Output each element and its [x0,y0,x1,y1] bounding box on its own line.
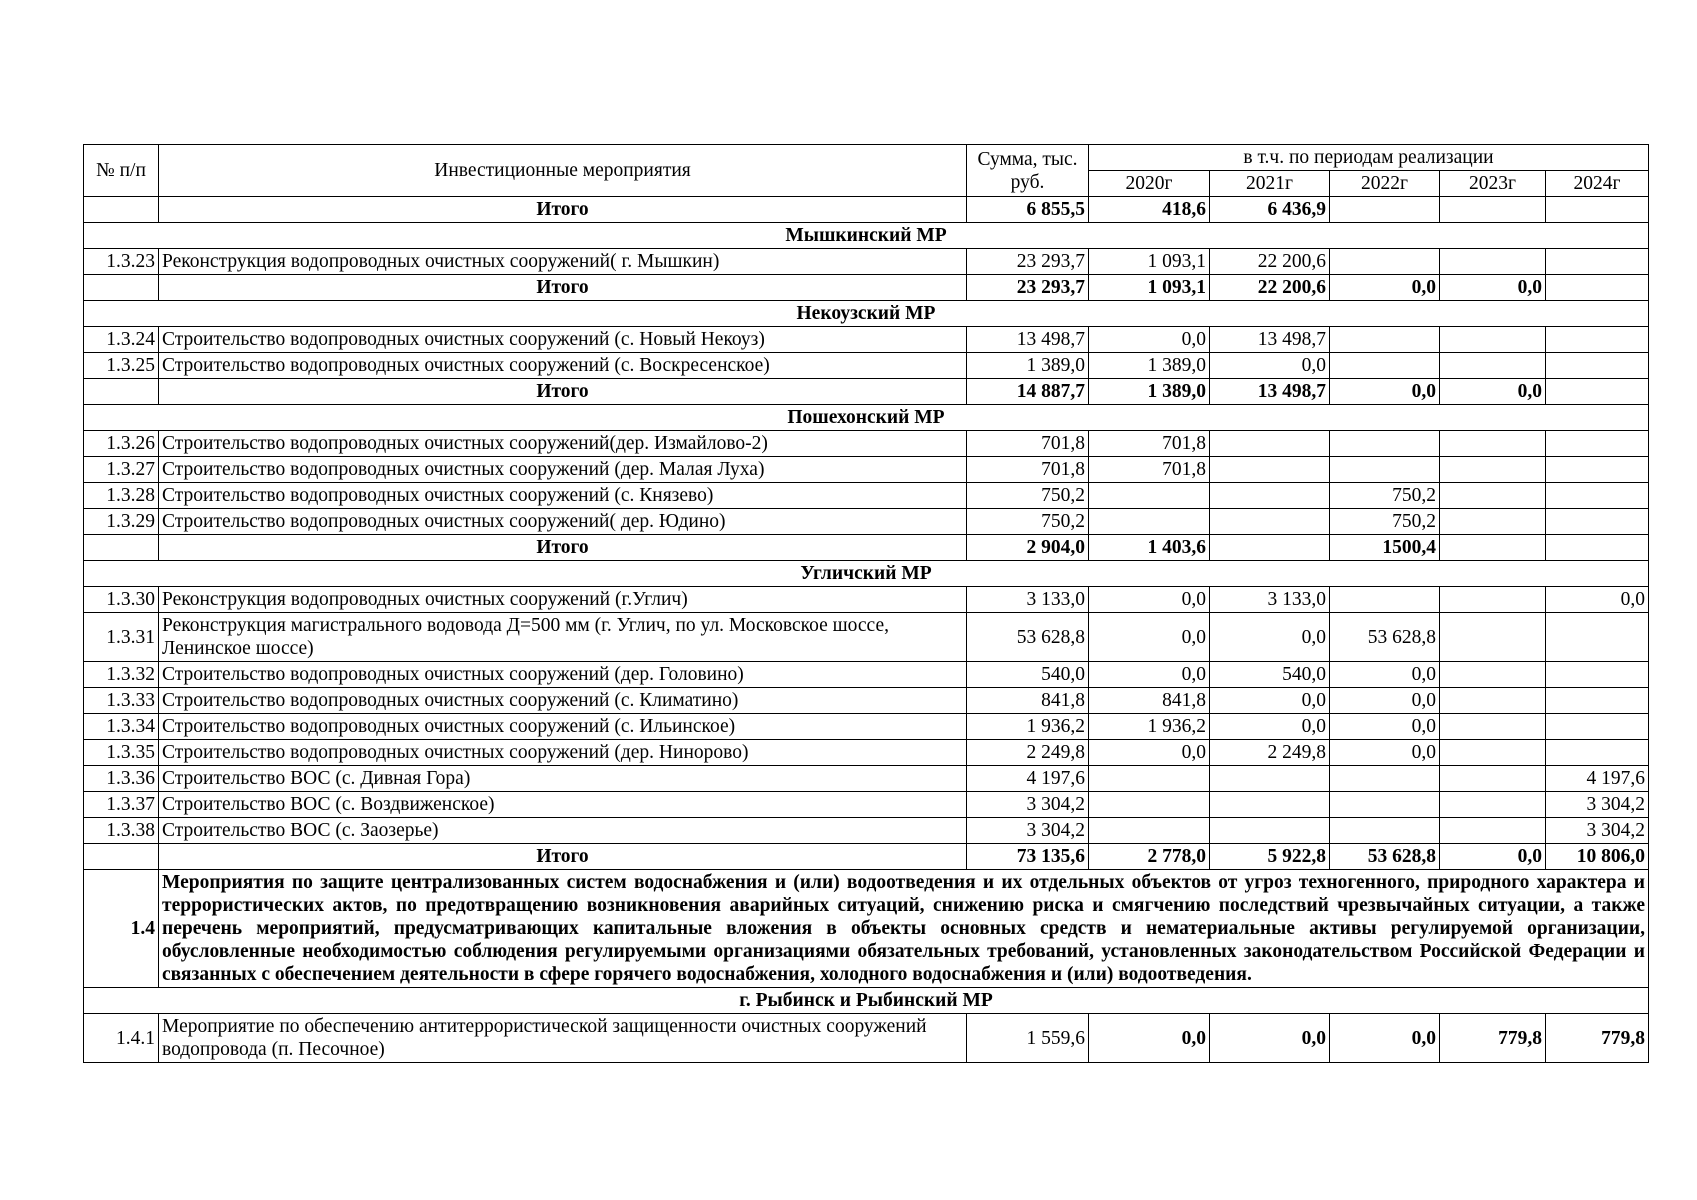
item-name: Реконструкция водопроводных очистных сооружений( г. Мышкин) [159,249,967,275]
year-value-cell: 841,8 [1089,688,1210,714]
sum-cell: 701,8 [967,431,1089,457]
table-row [84,688,1649,714]
region-header-row [84,561,1649,587]
table-row [84,509,1649,535]
row-number: 1.3.31 [84,613,159,662]
year-value-cell [1546,535,1649,561]
sum-cell: 701,8 [967,457,1089,483]
region-header-row [84,988,1649,1014]
table-row [84,327,1649,353]
sum-cell: 540,0 [967,662,1089,688]
year-value-cell: 0,0 [1210,353,1330,379]
table-row [84,587,1649,613]
year-value-cell: 0,0 [1330,662,1440,688]
year-value-cell [1440,613,1546,662]
year-value-cell [1440,353,1546,379]
year-value-cell [1210,457,1330,483]
year-value-cell [1440,249,1546,275]
row-number [84,197,159,223]
year-value-cell: 13 498,7 [1210,379,1330,405]
row-number: 1.3.38 [84,818,159,844]
year-value-cell: 0,0 [1210,1014,1330,1063]
year-value-cell [1210,431,1330,457]
year-value-cell [1330,353,1440,379]
year-value-cell: 701,8 [1089,457,1210,483]
year-value-cell [1546,431,1649,457]
year-value-cell [1546,740,1649,766]
year-value-cell [1210,509,1330,535]
year-value-cell [1440,509,1546,535]
year-value-cell [1546,483,1649,509]
col-header-year: 2024г [1546,171,1649,197]
region-header-row [84,301,1649,327]
year-value-cell: 1 389,0 [1089,353,1210,379]
year-value-cell [1210,792,1330,818]
sum-cell: 4 197,6 [967,766,1089,792]
header-row-1 [84,145,1649,171]
year-value-cell: 0,0 [1089,327,1210,353]
year-value-cell [1440,688,1546,714]
item-name: Строительство водопроводных очистных сооружений (с. Климатино) [159,688,967,714]
year-value-cell: 3 304,2 [1546,818,1649,844]
year-value-cell [1546,197,1649,223]
sum-cell: 750,2 [967,509,1089,535]
year-value-cell: 0,0 [1440,275,1546,301]
year-value-cell [1440,535,1546,561]
year-value-cell: 0,0 [1089,613,1210,662]
year-value-cell: 750,2 [1330,483,1440,509]
year-value-cell [1440,483,1546,509]
year-value-cell [1440,766,1546,792]
year-value-cell [1440,714,1546,740]
year-value-cell: 13 498,7 [1210,327,1330,353]
year-value-cell: 53 628,8 [1330,844,1440,870]
row-number [84,535,159,561]
row-number: 1.3.30 [84,587,159,613]
row-number: 1.3.36 [84,766,159,792]
row-number: 1.3.25 [84,353,159,379]
year-value-cell: 0,0 [1440,844,1546,870]
year-value-cell: 750,2 [1330,509,1440,535]
section-title: Мероприятия по защите централизованных систем водоснабжения и (или) водоотведения и их отдельных объектов от угроз техногенного, природного характера и террористических актов, по предотвращению возникновения аварийных ситуаций, снижению риска и смягчению последствий чрезвычайных ситуации, а также перечень мероприятий, предусматривающих капитальные вложения в объекты основных средств и нематериальные активы регулируемой организации, обусловленные необходимостью соблюдения регулируемыми организациями обязательных требований, установленных законодательством Российской Федерации и связанных с обеспечением деятельности в сфере горячего водоснабжения, холодного водоснабжения и (или) водоотведения. [159,870,1649,988]
row-number: 1.3.33 [84,688,159,714]
item-name: Строительство водопроводных очистных сооружений(дер. Измайлово-2) [159,431,967,457]
year-value-cell: 22 200,6 [1210,249,1330,275]
region-name: г. Рыбинск и Рыбинский МР [84,988,1649,1014]
row-number [84,379,159,405]
year-value-cell: 3 304,2 [1546,792,1649,818]
row-number: 1.3.29 [84,509,159,535]
sum-cell: 73 135,6 [967,844,1089,870]
region-header-row [84,405,1649,431]
year-value-cell: 0,0 [1330,688,1440,714]
item-name: Строительство водопроводных очистных сооружений (дер. Малая Луха) [159,457,967,483]
table-body [84,197,1649,1063]
table-row [84,613,1649,662]
col-header-year: 2020г [1089,171,1210,197]
region-name: Мышкинский МР [84,223,1649,249]
year-value-cell: 418,6 [1089,197,1210,223]
sum-cell: 2 904,0 [967,535,1089,561]
year-value-cell [1440,197,1546,223]
section-row [84,870,1649,988]
year-value-cell [1546,457,1649,483]
year-value-cell: 4 197,6 [1546,766,1649,792]
item-name: Строительство водопроводных очистных сооружений (с. Новый Некоуз) [159,327,967,353]
item-name: Строительство водопроводных очистных сооружений (с. Князево) [159,483,967,509]
sum-cell: 3 304,2 [967,818,1089,844]
year-value-cell [1089,483,1210,509]
col-header-name: Инвестиционные мероприятия [159,145,967,197]
year-value-cell: 0,0 [1089,587,1210,613]
year-value-cell: 779,8 [1546,1014,1649,1063]
year-value-cell [1210,766,1330,792]
col-header-periods: в т.ч. по периодам реализации [1089,145,1649,171]
year-value-cell [1546,688,1649,714]
row-number: 1.3.28 [84,483,159,509]
total-label: Итого [159,535,967,561]
investment-table [83,144,1649,1063]
table-row [84,740,1649,766]
row-number: 1.3.26 [84,431,159,457]
table-row [84,792,1649,818]
total-label: Итого [159,844,967,870]
year-value-cell [1546,353,1649,379]
sum-cell: 1 559,6 [967,1014,1089,1063]
region-name: Пошехонский МР [84,405,1649,431]
row-number: 1.3.34 [84,714,159,740]
col-header-year: 2023г [1440,171,1546,197]
sum-cell: 1 389,0 [967,353,1089,379]
sum-cell: 6 855,5 [967,197,1089,223]
year-value-cell [1330,457,1440,483]
year-value-cell: 22 200,6 [1210,275,1330,301]
year-value-cell [1330,431,1440,457]
row-number: 1.3.37 [84,792,159,818]
item-name: Строительство водопроводных очистных сооружений (дер. Нинорово) [159,740,967,766]
year-value-cell: 0,0 [1440,379,1546,405]
year-value-cell: 1 389,0 [1089,379,1210,405]
year-value-cell: 53 628,8 [1330,613,1440,662]
item-name: Строительство водопроводных очистных сооружений (дер. Головино) [159,662,967,688]
table-row [84,353,1649,379]
year-value-cell [1546,613,1649,662]
year-value-cell [1440,431,1546,457]
row-number: 1.3.24 [84,327,159,353]
table-row [84,483,1649,509]
year-value-cell: 701,8 [1089,431,1210,457]
total-row [84,844,1649,870]
year-value-cell: 1 093,1 [1089,249,1210,275]
row-number: 1.3.35 [84,740,159,766]
year-value-cell [1546,249,1649,275]
item-name: Строительство ВОС (с. Дивная Гора) [159,766,967,792]
region-header-row [84,223,1649,249]
year-value-cell [1330,587,1440,613]
table-row [84,662,1649,688]
year-value-cell: 1 403,6 [1089,535,1210,561]
year-value-cell [1210,483,1330,509]
row-number: 1.3.27 [84,457,159,483]
year-value-cell [1440,792,1546,818]
year-value-cell: 0,0 [1210,688,1330,714]
year-value-cell [1440,587,1546,613]
table-row [84,457,1649,483]
sum-cell: 1 936,2 [967,714,1089,740]
table-row [84,818,1649,844]
year-value-cell: 0,0 [1330,275,1440,301]
total-row [84,275,1649,301]
col-header-year: 2021г [1210,171,1330,197]
total-row [84,197,1649,223]
row-number [84,275,159,301]
year-value-cell: 0,0 [1089,1014,1210,1063]
year-value-cell: 5 922,8 [1210,844,1330,870]
year-value-cell [1546,662,1649,688]
year-value-cell: 0,0 [1330,740,1440,766]
sum-cell: 23 293,7 [967,275,1089,301]
year-value-cell: 0,0 [1089,662,1210,688]
year-value-cell [1546,509,1649,535]
year-value-cell: 2 249,8 [1210,740,1330,766]
year-value-cell [1330,197,1440,223]
item-name: Строительство ВОС (с. Заозерье) [159,818,967,844]
year-value-cell [1089,818,1210,844]
sum-cell: 53 628,8 [967,613,1089,662]
year-value-cell: 0,0 [1330,379,1440,405]
table-row [84,1014,1649,1063]
year-value-cell [1440,740,1546,766]
table-row [84,714,1649,740]
year-value-cell [1440,327,1546,353]
item-name: Строительство ВОС (с. Воздвиженское) [159,792,967,818]
table-row [84,766,1649,792]
section-number: 1.4 [84,870,159,988]
year-value-cell: 10 806,0 [1546,844,1649,870]
year-value-cell [1546,379,1649,405]
sum-cell: 3 304,2 [967,792,1089,818]
year-value-cell [1330,327,1440,353]
year-value-cell: 1 093,1 [1089,275,1210,301]
item-name: Реконструкция водопроводных очистных сооружений (г.Углич) [159,587,967,613]
year-value-cell: 0,0 [1089,740,1210,766]
year-value-cell [1440,662,1546,688]
col-header-sum: Сумма, тыс. руб. [967,145,1089,197]
item-name: Строительство водопроводных очистных сооружений (с. Ильинское) [159,714,967,740]
year-value-cell [1330,818,1440,844]
year-value-cell: 2 778,0 [1089,844,1210,870]
year-value-cell [1330,792,1440,818]
year-value-cell: 0,0 [1546,587,1649,613]
row-number: 1.3.23 [84,249,159,275]
year-value-cell [1089,792,1210,818]
region-name: Угличский МР [84,561,1649,587]
row-number: 1.4.1 [84,1014,159,1063]
year-value-cell: 1 936,2 [1089,714,1210,740]
region-name: Некоузский МР [84,301,1649,327]
sum-cell: 13 498,7 [967,327,1089,353]
year-value-cell: 0,0 [1210,613,1330,662]
year-value-cell [1089,766,1210,792]
year-value-cell: 540,0 [1210,662,1330,688]
year-value-cell [1440,457,1546,483]
year-value-cell [1440,818,1546,844]
year-value-cell [1089,509,1210,535]
sum-cell: 3 133,0 [967,587,1089,613]
sum-cell: 23 293,7 [967,249,1089,275]
year-value-cell [1210,535,1330,561]
item-name: Строительство водопроводных очистных сооружений( дер. Юдино) [159,509,967,535]
row-number: 1.3.32 [84,662,159,688]
sum-cell: 841,8 [967,688,1089,714]
year-value-cell: 6 436,9 [1210,197,1330,223]
sum-cell: 750,2 [967,483,1089,509]
total-label: Итого [159,379,967,405]
item-name: Мероприятие по обеспечению антитеррористической защищенности очистных сооружений водопровода (п. Песочное) [159,1014,967,1063]
year-value-cell [1210,818,1330,844]
total-label: Итого [159,275,967,301]
year-value-cell: 0,0 [1210,714,1330,740]
year-value-cell [1546,714,1649,740]
item-name: Реконструкция магистрального водовода Д=500 мм (г. Углич, по ул. Московское шоссе, Ленинское шоссе) [159,613,967,662]
table-row [84,431,1649,457]
year-value-cell: 3 133,0 [1210,587,1330,613]
row-number [84,844,159,870]
year-value-cell [1546,327,1649,353]
sum-cell: 2 249,8 [967,740,1089,766]
year-value-cell [1330,249,1440,275]
year-value-cell: 0,0 [1330,714,1440,740]
col-header-year: 2022г [1330,171,1440,197]
total-row [84,535,1649,561]
year-value-cell [1330,766,1440,792]
item-name: Строительство водопроводных очистных сооружений (с. Воскресенское) [159,353,967,379]
year-value-cell [1546,275,1649,301]
table-row [84,249,1649,275]
year-value-cell: 1500,4 [1330,535,1440,561]
year-value-cell: 779,8 [1440,1014,1546,1063]
total-label: Итого [159,197,967,223]
year-value-cell: 0,0 [1330,1014,1440,1063]
total-row [84,379,1649,405]
sum-cell: 14 887,7 [967,379,1089,405]
col-header-no: № п/п [84,145,159,197]
